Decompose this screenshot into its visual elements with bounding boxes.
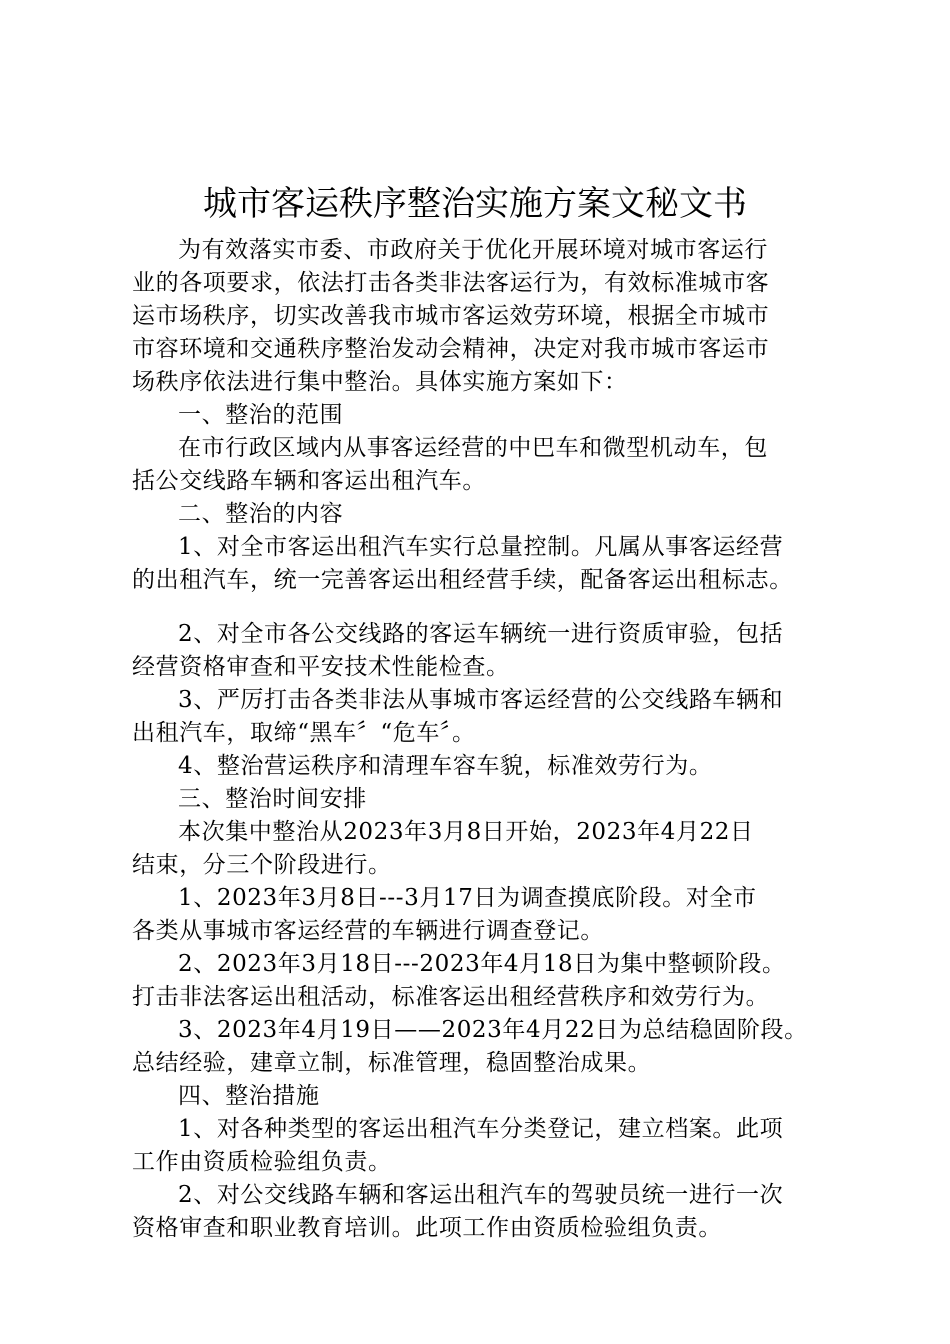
paragraph-line: 2、对公交线路车辆和客运出租汽车的驾驶员统一进行一次 [178,1182,784,1208]
paragraph-line: 3、严厉打击各类非法从事城市客运经营的公交线路车辆和 [178,687,784,713]
section-heading: 四、整治措施 [178,1083,320,1109]
paragraph-line: 1、对各种类型的客运出租汽车分类登记，建立档案。此项 [178,1116,784,1142]
section-heading: 二、整治的内容 [178,501,344,527]
paragraph-line: 2、2023年3月18日---2023年4月18日为集中整顿阶段。 [178,951,786,977]
paragraph-line: 经营资格审查和平安技术性能检查。 [132,654,510,680]
paragraph-line: 运市场秩序，切实改善我市城市客运效劳环境，根据全市城市 [132,303,770,329]
section-heading: 一、整治的范围 [178,402,344,428]
paragraph-line: 工作由资质检验组负责。 [132,1149,392,1175]
paragraph-line: 括公交线路车辆和客运出租汽车。 [132,468,486,494]
paragraph-line: 各类从事城市客运经营的车辆进行调查登记。 [132,918,604,944]
document-title: 城市客运秩序整治实施方案文秘文书 [203,184,747,224]
paragraph-line: 3、2023年4月19日——2023年4月22日为总结稳固阶段。 [178,1017,808,1043]
paragraph-line: 资格审查和职业教育培训。此项工作由资质检验组负责。 [132,1215,722,1241]
paragraph-line: 结束，分三个阶段进行。 [132,852,392,878]
paragraph-line: 业的各项要求，依法打击各类非法客运行为，有效标准城市客 [132,270,770,296]
section-heading: 三、整治时间安排 [178,786,367,812]
paragraph-line: 2、对全市各公交线路的客运车辆统一进行资质审验，包括 [178,621,784,647]
paragraph-line: 的出租汽车，统一完善客运出租经营手续，配备客运出租标志。 [132,567,793,593]
paragraph-line: 为有效落实市委、市政府关于优化开展环境对城市客运行 [178,237,768,263]
paragraph-line: 出租汽车，取缔“黑车〞“危车〞。 [132,720,476,746]
paragraph-line: 1、2023年3月8日---3月17日为调查摸底阶段。对全市 [178,885,757,911]
paragraph-line: 在市行政区域内从事客运经营的中巴车和微型机动车，包 [178,435,768,461]
paragraph-line: 打击非法客运出租活动，标准客运出租经营秩序和效劳行为。 [132,984,770,1010]
paragraph-line: 4、整治营运秩序和清理车容车貌，标准效劳行为。 [178,753,713,779]
paragraph-line: 场秩序依法进行集中整治。具体实施方案如下： [132,369,628,395]
paragraph-line: 本次集中整治从2023年3月8日开始，2023年4月22日 [178,819,754,845]
paragraph-line: 市容环境和交通秩序整治发动会精神，决定对我市城市客运市 [132,336,770,362]
paragraph-line: 总结经验，建章立制，标准管理，稳固整治成果。 [132,1050,652,1076]
paragraph-line: 1、对全市客运出租汽车实行总量控制。凡属从事客运经营 [178,534,784,560]
